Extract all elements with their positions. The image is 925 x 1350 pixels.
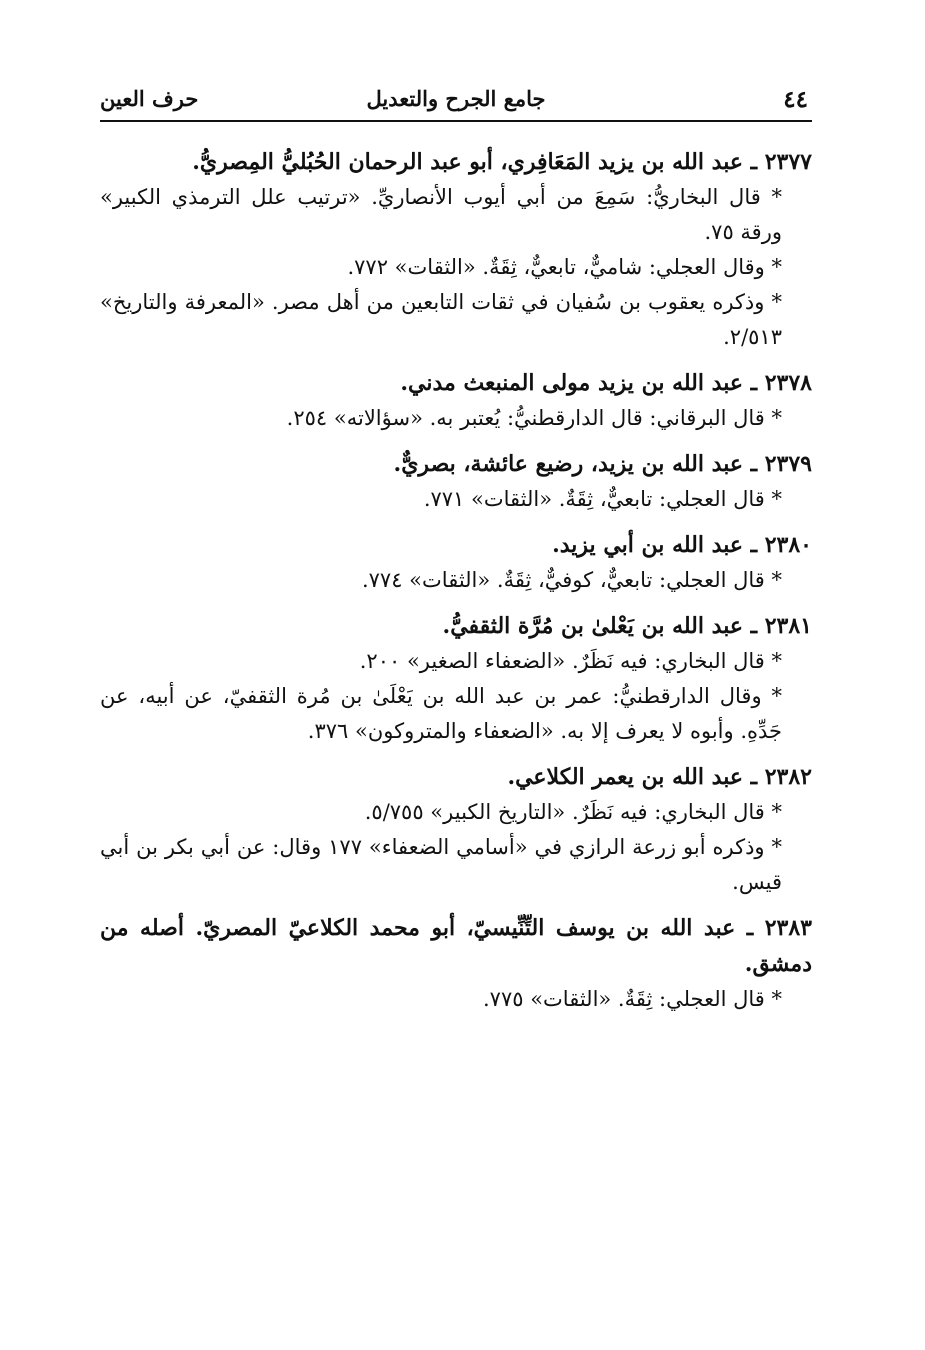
- entry-title: ٢٣٧٧ ـ عبد الله بن يزيد المَعَافِري، أبو عبد الرحمان الحُبُليُّ المِصريُّ.: [192, 149, 812, 175]
- entry-title: ٢٣٧٩ ـ عبد الله بن يزيد، رضيع عائشة، بصريٌّ.: [393, 451, 812, 477]
- entry-paragraph: * وذكره يعقوب بن سُفيان في ثقات التابعين من أهل مصر. «المعرفة والتاريخ» ٢/٥١٣.: [100, 290, 782, 349]
- page-body: [100, 144, 812, 1017]
- entry-2379: [100, 446, 812, 517]
- entry-2380: [100, 527, 812, 598]
- entry-paragraph: * قال البخاري: فيه نَظَرٌ. «التاريخ الكبير» ٥/٧٥٥.: [364, 800, 782, 824]
- entry-paragraph: * قال البخاريُّ: سَمِعَ من أبي أيوب الأنصاريِّ. «ترتيب علل الترمذي الكبير» ورقة ٧٥.: [100, 185, 783, 244]
- entry-paragraph: * وقال الدارقطنيُّ: عمر بن عبد الله بن يَعْلَىٰ بن مُرة الثقفيّ، عن أبيه، عن جَدِّهِ. وأبوه لا يعرف إلا به. «الضعفاء والمتروكون» ٣٧٦.: [100, 684, 782, 743]
- entry-paragraph: * قال العجلي: ثِقَةٌ. «الثقات» ٧٧٥.: [482, 987, 782, 1011]
- book-title: جامع الجرح والتعديل: [366, 86, 546, 111]
- entry-title: ٢٣٨٢ ـ عبد الله بن يعمر الكلاعي.: [507, 764, 812, 790]
- entry-paragraph: * قال العجلي: تابعيٌّ، ثِقَةٌ. «الثقات» ٧٧١.: [423, 487, 782, 511]
- entry-title: ٢٣٨٠ ـ عبد الله بن أبي يزيد.: [552, 532, 812, 558]
- entry-paragraph: * وذكره أبو زرعة الرازي في «أسامي الضعفاء» ١٧٧ وقال: عن أبي بكر بن أبي قيس.: [100, 835, 782, 894]
- entry-title: ٢٣٧٨ ـ عبد الله بن يزيد مولى المنبعث مدني.: [400, 370, 812, 396]
- entry-paragraph: * قال البرقاني: قال الدارقطنيُّ: يُعتبر به. «سؤالاته» ٢٥٤.: [286, 406, 782, 430]
- entry-2381: [100, 608, 812, 749]
- section-title: حرف العين: [100, 86, 199, 111]
- entry-2378: [100, 365, 812, 436]
- page-header: [100, 80, 812, 122]
- entry-title: ٢٣٨١ ـ عبد الله بن يَعْلىٰ بن مُرَّة الثقفيُّ.: [442, 613, 812, 639]
- entry-2382: [100, 759, 812, 900]
- entry-paragraph: * قال العجلي: تابعيٌّ، كوفيٌّ، ثِقَةٌ. «الثقات» ٧٧٤.: [361, 568, 782, 592]
- entry-2377: [100, 144, 812, 355]
- entry-paragraph: * قال البخاري: فيه نَظَرٌ. «الضعفاء الصغير» ٢٠٠.: [359, 649, 782, 673]
- page-number: ٤٤: [783, 86, 808, 113]
- entry-paragraph: * وقال العجلي: شاميٌّ، تابعيٌّ، ثِقَةٌ. «الثقات» ٧٧٢.: [347, 255, 782, 279]
- book-page: [100, 80, 812, 1320]
- entry-title: ٢٣٨٣ ـ عبد الله بن يوسف التِّنِّيسيّ، أبو محمد الكلاعيّ المصريّ. أصله من دمشق.: [100, 915, 812, 977]
- entry-2383: [100, 910, 812, 1017]
